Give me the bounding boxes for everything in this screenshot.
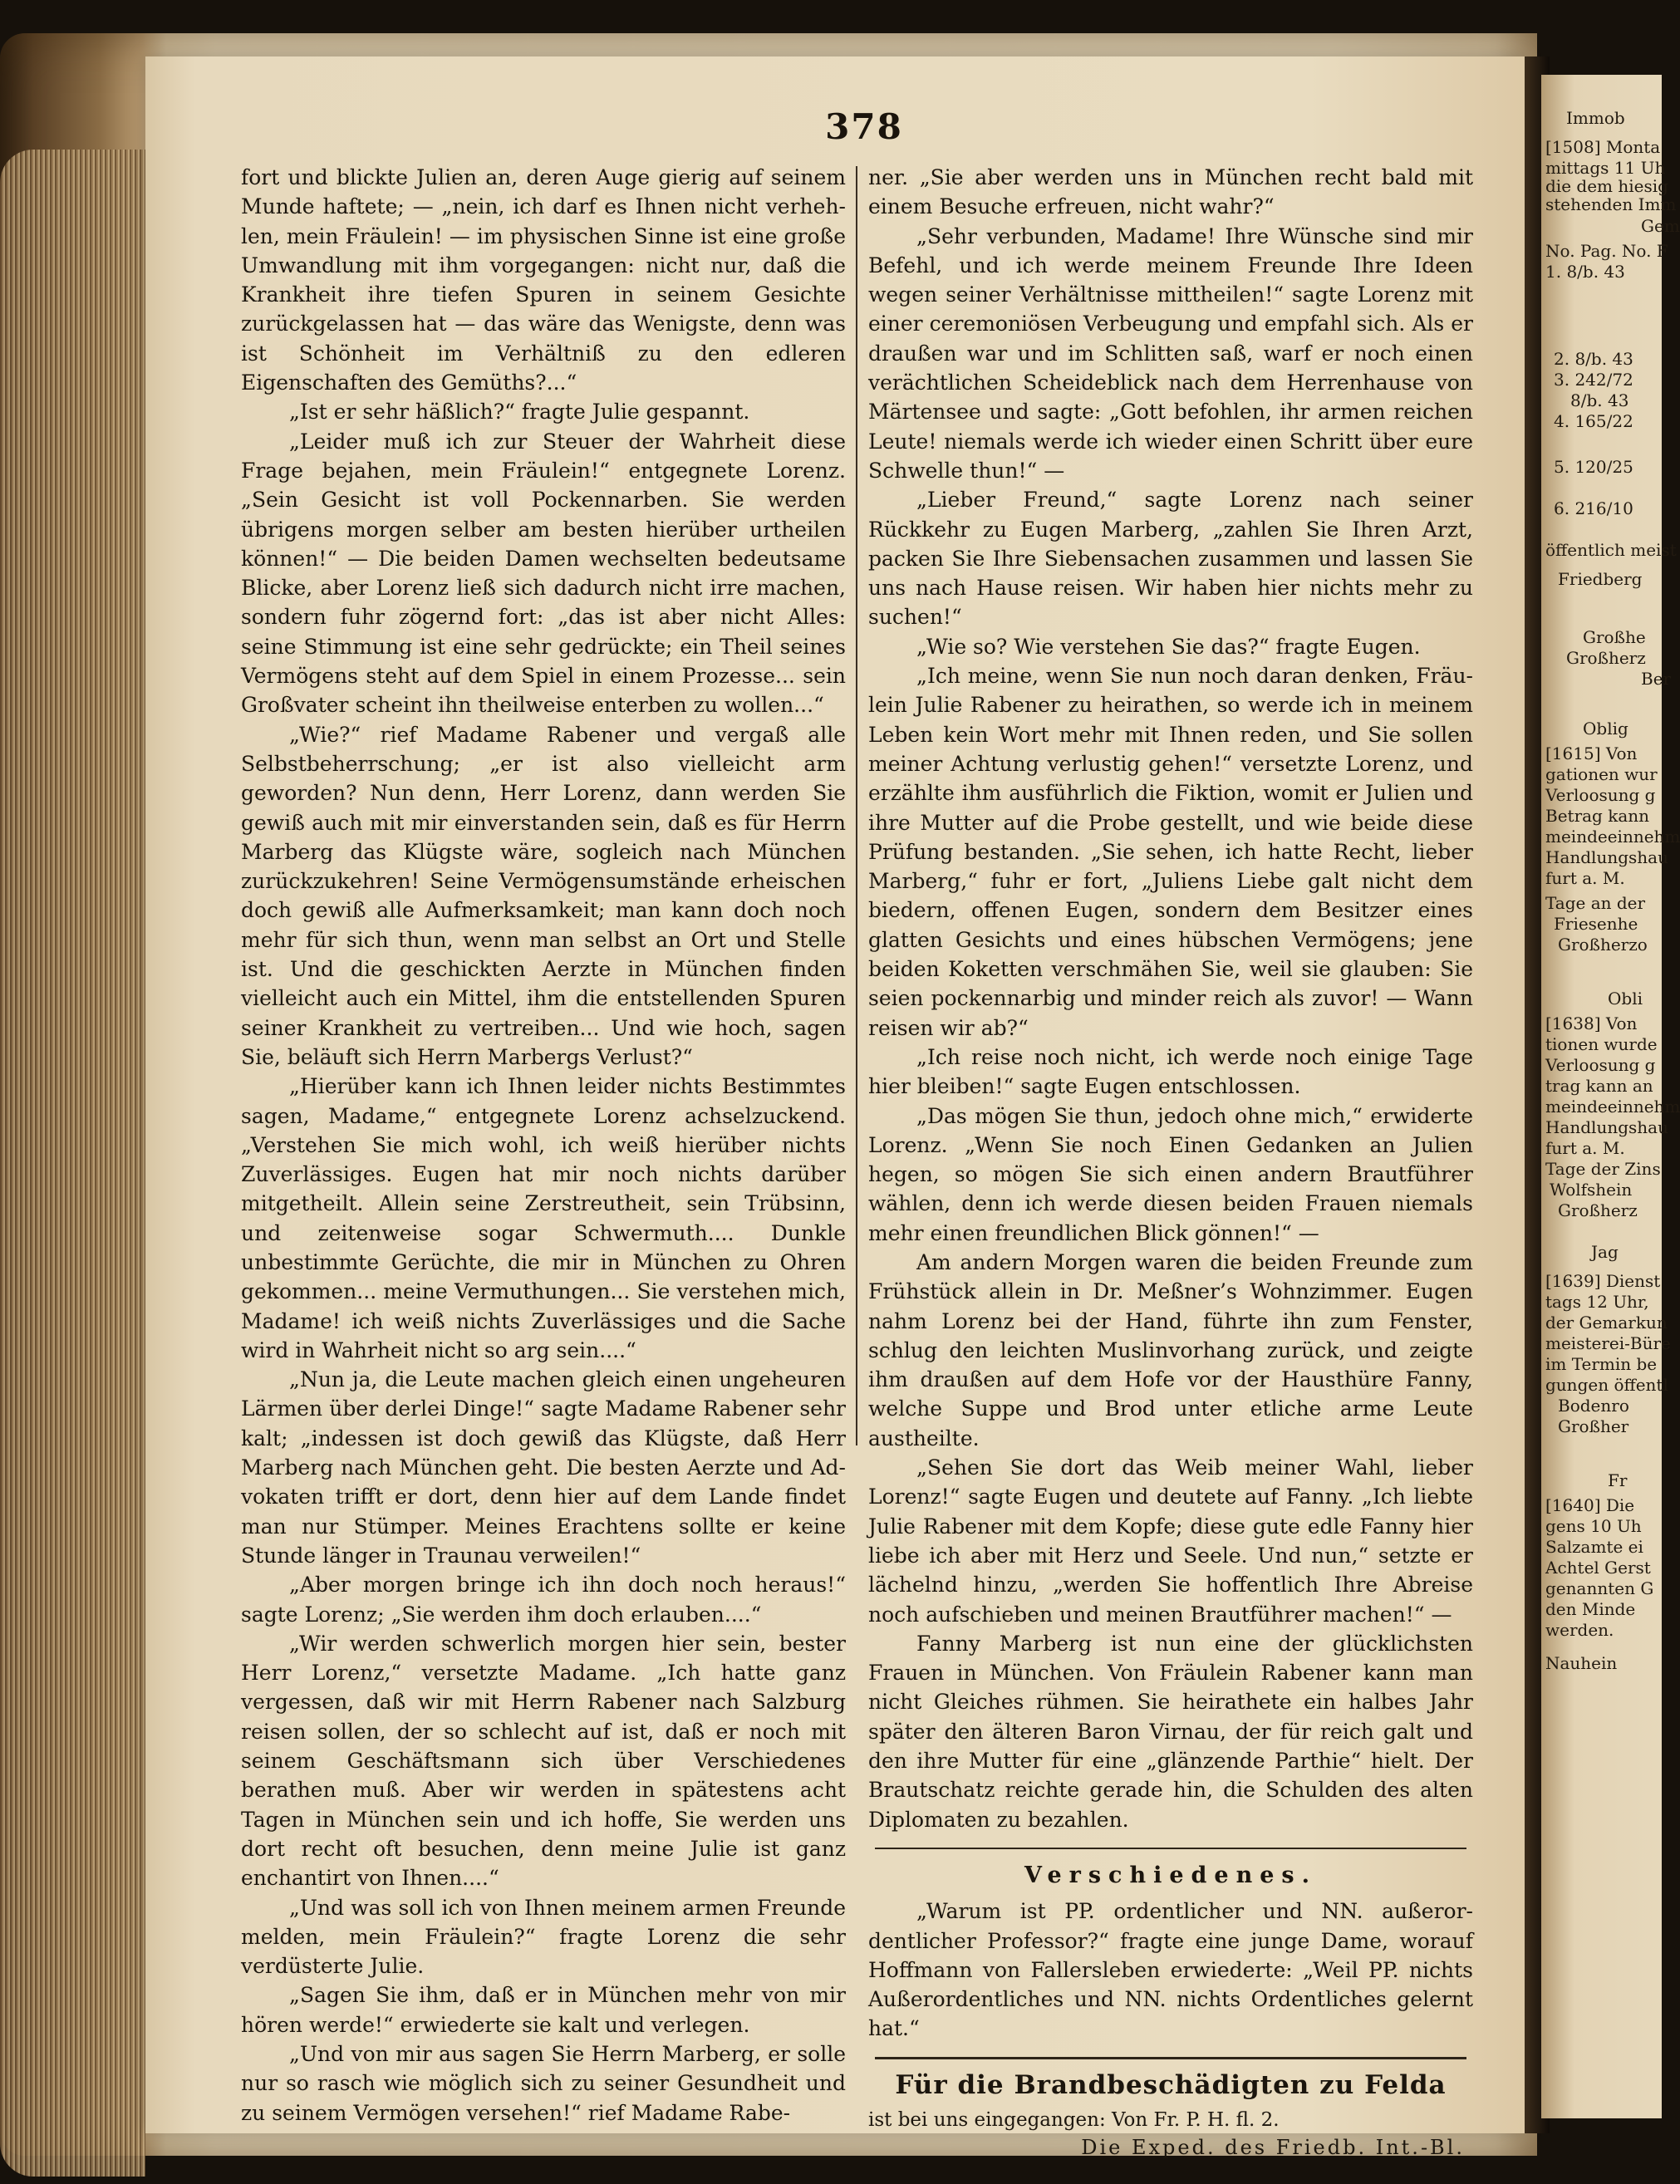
next-page-fragment: Tage der Zins bbox=[1545, 1159, 1661, 1179]
paragraph: fort und blickte Julien an, deren Auge gierig auf seinem Munde haftete; — „nein, ich darf es Ihnen nicht verhehlen, mein Fräulein! — im physischen Sinne ist eine große Umwandlung mit ihm vorgegangen: nicht nur, daß die Krankheit ihre tiefen Spuren in seinem Gesichte zurückgelassen hat — das wäre das Wenigste, denn was ist Schönheit im Verhältniß zu den edleren Eigenschaften des Gemüths?...“ bbox=[241, 165, 846, 395]
paragraph: „Lieber Freund,“ sagte Lorenz nach seiner Rückkehr zu Eugen Marberg, „zahlen Sie Ihren Arzt, packen Sie Ihre Siebensachen zusammen und lassen Sie uns nach Hause reisen. Wir haben hier nichts mehr zu suchen!“ bbox=[868, 488, 1473, 630]
next-page-fragment: mittags 11 Uh bbox=[1545, 158, 1666, 178]
paragraph: „Hierüber kann ich Ihnen leider nichts Bestimmtes sagen, Madame,“ entgegnete Lorenz achselzuckend. „Verstehen Sie mich wohl, ich weiß hierüber nichts Zuverlässiges. Eugen hat mir noch nichts darüber mitgetheilt. Allein seine Zerstreutheit, sein Trübsinn, und zeitenweise sogar Schwermuth.... Dunkle unbestimmte Gerüchte, die mir in München zu Ohren gekommen... meine Vermuthungen... Sie verstehen mich, Madame! ich weiß nichts Zuverlässiges und die Sache wird in Wahrheit nicht so arg sein....“ bbox=[241, 1074, 846, 1362]
paragraph: „Nun ja, die Leute machen gleich einen ungeheuren Lärmen über derlei Dinge!“ sagte Madame Rabener sehr kalt; „indessen ist doch gewiß das Klügste, daß Herr Marberg nach München geht. Die besten Aerzte und Advokaten trifft er dort, denn hier auf dem Lande findet man nur Stümper. Meines Erachtens sollte er keine Stunde länger in Traunau verweilen!“ bbox=[241, 1367, 846, 1568]
next-page-fragment: tionen wurde bbox=[1545, 1034, 1658, 1054]
paragraph: „Wir werden schwerlich morgen hier sein, bester Herr Lorenz,“ versetzte Madame. „Ich hatte ganz vergessen, daß wir mit Herrn Rabener nach Salzburg reisen sollen, der so schlecht auf ist, daß er noch mit seinem Geschäftsmann sich über Verschiedenes berathen muß. Aber wir werden in spätestens acht Tagen in München sein und ich hoffe, Sie werden uns dort recht oft besuchen, denn meine Julie ist ganz enchantirt von Ihnen....“ bbox=[241, 1631, 846, 1891]
notice-signature: Die Exped. des Friedb. Int.-Bl. bbox=[1081, 2136, 1465, 2159]
next-page-fragment: stehenden Imm bbox=[1545, 194, 1677, 214]
next-page-fragment: Großher bbox=[1558, 1416, 1629, 1436]
paragraph: „Ich reise noch nicht, ich werde noch einige Tage hier bleiben!“ sagte Eugen entschlossen. bbox=[868, 1044, 1473, 1099]
next-page-fragment: meisterei-Büre bbox=[1545, 1333, 1671, 1353]
misc-heading: Verschiedenes. bbox=[1024, 1862, 1318, 1888]
next-page-fragment: Friedberg bbox=[1558, 569, 1643, 589]
next-page-fragment: gens 10 Uh bbox=[1545, 1516, 1642, 1536]
next-page-fragment: [1638] Von bbox=[1545, 1013, 1638, 1033]
paragraph: „Und von mir aus sagen Sie Herrn Marberg, er solle nur so rasch wie möglich sich zu seiner Gesundheit und zu seinem Vermögen versehen!“ rief Madame Rabe- bbox=[241, 2042, 846, 2125]
next-page-fragment: Nauhein bbox=[1545, 1653, 1618, 1673]
next-page-fragment: 2. 8/b. 43 bbox=[1554, 349, 1633, 369]
paragraph: ner. „Sie aber werden uns in München recht bald mit einem Besuche erfreuen, nicht wahr?“ bbox=[868, 165, 1473, 219]
next-page-fragment: Bodenro bbox=[1558, 1396, 1629, 1416]
paragraph: Fanny Marberg ist nun eine der glücklichsten Frauen in München. Von Fräulein Rabener kann man nicht Gleiches rühmen. Sie heirathete ein halbes Jahr später den älteren Baron Virnau, der für reich galt und den ihre Mutter für eine „glänzende Parthie“ hielt. Der Brautschatz reichte gerade hin, die Schulden des alten Diplomaten zu bezahlen. bbox=[868, 1631, 1473, 1832]
next-page-fragment: [1640] Die bbox=[1545, 1495, 1635, 1515]
next-page-fragment: Fr bbox=[1608, 1470, 1628, 1490]
next-page-fragment: [1639] Dienst bbox=[1545, 1271, 1661, 1291]
paragraph: „Aber morgen bringe ich ihn doch noch heraus!“ sagte Lorenz; „Sie werden ihm doch erlauben....“ bbox=[241, 1573, 846, 1627]
next-page-fragment: Immob bbox=[1566, 108, 1625, 128]
paragraph: „Sagen Sie ihm, daß er in München mehr von mir hören werde!“ erwiederte sie kalt und verlegen. bbox=[241, 1983, 846, 2037]
next-page-fragment: Obli bbox=[1608, 989, 1643, 1009]
paragraph: „Sehen Sie dort das Weib meiner Wahl, lieber Lorenz!“ sagte Eugen und deutete auf Fanny. „Ich liebte Julie Rabener mit dem Kopfe; diese gute edle Fanny hier liebe ich aber mit Herz und Seele. Und nun,“ setzte er lächelnd hinzu, „werden Sie hoffentlich Ihre Abreise noch aufschieben und meinen Brautführer machen!“ — bbox=[868, 1455, 1473, 1627]
section-rule bbox=[875, 1848, 1466, 1849]
next-page-fragment: Achtel Gerst bbox=[1545, 1558, 1651, 1578]
next-page-fragment: [1615] Von bbox=[1545, 744, 1638, 763]
next-page-fragment: gungen öffentl bbox=[1545, 1375, 1668, 1395]
next-page-fragment: No. Pag. No. F bbox=[1545, 241, 1668, 261]
right-column bbox=[868, 163, 1473, 2162]
next-page-fragment: furt a. M. bbox=[1545, 1138, 1625, 1158]
paragraph: „Leider muß ich zur Steuer der Wahrheit diese Frage bejahen, mein Fräulein!“ entgegnete Lorenz. „Sein Gesicht ist voll Pockennarben. Sie werden übrigens morgen selber am besten hierüber urtheilen können!“ — Die beiden Damen wechselten bedeutsame Blicke, aber Lorenz ließ sich dadurch nicht irre machen, sondern fuhr zögernd fort: „das ist aber nicht Alles: seine Stimmung ist eine sehr gedrückte; ein Theil seines Vermögens steht auf dem Spiel in einem Prozesse... sein Großvater scheint ihn theilweise enterben zu wollen...“ bbox=[241, 429, 846, 718]
paragraph: „Das mögen Sie thun, jedoch ohne mich,“ erwiderte Lorenz. „Wenn Sie noch Einen Gedanken an Julien hegen, so mögen Sie sich einen andern Brautführer wählen, denn ich werde diesen beiden Frauen niemals mehr einen freundlichen Blick gönnen!“ — bbox=[868, 1103, 1473, 1245]
next-page-fragment: den Minde bbox=[1545, 1599, 1636, 1619]
next-page-fragment: Verloosung g bbox=[1545, 1055, 1656, 1075]
next-page-fragment: Großherz bbox=[1566, 648, 1646, 668]
next-page-fragment: tags 12 Uhr, bbox=[1545, 1292, 1649, 1312]
next-page-fragment: genannten G bbox=[1545, 1578, 1654, 1598]
page-edges bbox=[0, 150, 145, 2177]
next-page-fragment: [1508] Monta bbox=[1545, 137, 1661, 157]
column-divider bbox=[856, 166, 857, 1445]
next-page-fragment: Ber bbox=[1641, 669, 1672, 689]
next-page-fragment: Handlungshau bbox=[1545, 1117, 1668, 1137]
next-page-fragment: Betrag kann bbox=[1545, 806, 1650, 826]
paragraph: „Wie so? Wie verstehen Sie das?“ fragte Eugen. bbox=[916, 634, 1421, 659]
next-page-fragment: Friesenhe bbox=[1554, 914, 1638, 934]
next-page-fragment: furt a. M. bbox=[1545, 868, 1625, 888]
left-column bbox=[241, 163, 846, 2128]
next-page-fragment: meindeeinnehm bbox=[1545, 827, 1680, 847]
next-page-fragment: meindeeinnehm bbox=[1545, 1097, 1680, 1117]
next-page-fragment: Wolfshein bbox=[1550, 1180, 1633, 1200]
next-page-fragment: Oblig bbox=[1583, 719, 1628, 739]
next-page-fragment: 3. 242/72 bbox=[1554, 370, 1633, 390]
next-page-edge bbox=[1541, 75, 1680, 2118]
next-page-fragment: 8/b. 43 bbox=[1570, 390, 1629, 410]
next-page-fragment: Gem bbox=[1641, 216, 1680, 236]
paragraph: „Ich meine, wenn Sie nun noch daran denken, Fräulein Julie Rabener zu heirathen, so werde ich in meinem Leben kein Wort mehr mit Ihnen reden, und Sie sollen meiner Achtung verlustig gehen!“ versetzte Lorenz, und erzählte ihm ausführlich die Fiktion, womit er Julien und ihre Mutter auf die Probe gestellt, und wie beide diese Prüfung bestanden. „Sie sehen, ich hatte Recht, lieber Marberg,“ fuhr er fort, „Juliens Liebe galt nicht dem biedern, offenen Eugen, sondern dem Besitzer eines glatten Gesichts und eines hübschen Vermögens; jene beiden Koketten verschmähen Sie, weil sie glauben: Sie seien pockennarbig und minder reich als zuvor! — Wann reisen wir ab?“ bbox=[868, 664, 1473, 1040]
next-page-fragment: Tage an der bbox=[1545, 893, 1646, 913]
next-page-fragment: die dem hiesig bbox=[1545, 176, 1668, 196]
next-page-fragment: öffentlich meist bbox=[1545, 540, 1677, 560]
notice-line: ist bei uns eingegangen: Von Fr. P. H. fl. 2. bbox=[868, 2109, 1280, 2131]
next-page-fragment: Großhe bbox=[1583, 627, 1646, 647]
next-page-fragment: Verloosung g bbox=[1545, 785, 1656, 805]
next-page-fragment: werden. bbox=[1545, 1620, 1614, 1640]
next-page-fragment: Salzamte ei bbox=[1545, 1537, 1643, 1557]
next-page-fragment: Großherzo bbox=[1558, 935, 1648, 955]
paragraph: Am andern Morgen waren die beiden Freunde zum Frühstück allein in Dr. Meßner’s Wohnzimmer. Eugen nahm Lorenz bei der Hand, führte ihn zum Fenster, schlug den leichten Muslinvorhang zurück, und zeigte ihm draußen auf dem Hofe vor der Hausthüre Fanny, welche Suppe und Brod unter etliche arme Leute austheilte. bbox=[868, 1249, 1473, 1450]
section-rule bbox=[875, 2057, 1466, 2059]
next-page-fragment: 1. 8/b. 43 bbox=[1545, 262, 1625, 282]
next-page-fragment: 6. 216/10 bbox=[1554, 498, 1633, 518]
next-page-fragment: Jag bbox=[1591, 1242, 1619, 1262]
next-page-fragment: 4. 165/22 bbox=[1554, 411, 1633, 431]
next-page-fragment: gationen wur bbox=[1545, 764, 1658, 784]
misc-paragraph: „Warum ist PP. ordentlicher und NN. außerordentlicher Professor?“ fragte eine junge Dame, worauf Hoffmann von Fallersleben erwiederte: „Weil PP. nichts Außerordentliches und NN. nichts Ordentliches gelernt hat.“ bbox=[868, 1899, 1473, 2041]
next-page-fragment: der Gemarkun bbox=[1545, 1313, 1668, 1332]
next-page-fragment: Großherz bbox=[1558, 1200, 1638, 1220]
next-page-fragment: trag kann an bbox=[1545, 1076, 1653, 1096]
next-page-fragment: 5. 120/25 bbox=[1554, 457, 1633, 477]
notice-heading: Für die Brandbeschädigten zu Felda bbox=[895, 2069, 1447, 2100]
right-column-paragraphs bbox=[868, 163, 1473, 1834]
paragraph: „Sehr verbunden, Madame! Ihre Wünsche sind mir Befehl, und ich werde meinem Freunde Ihre Ideen wegen seiner Verhältnisse mittheilen!“ sagte Lorenz mit einer ceremoniösen Verbeugung und empfahl sich. Als er draußen war und im Schlitten saß, warf er noch einen verächtlichen Scheideblick nach dem Herrenhause von Märtensee und sagte: „Gott befohlen, ihr armen reichen Leute! niemals werde ich wieder einen Schritt über eure Schwelle thun!“ — bbox=[868, 223, 1473, 483]
next-page-fragment: im Termin be bbox=[1545, 1354, 1658, 1374]
paragraph: „Und was soll ich von Ihnen meinem armen Freunde melden, mein Fräulein?“ fragte Lorenz die sehr verdüsterte Julie. bbox=[241, 1895, 846, 1979]
page-number: 378 bbox=[825, 106, 903, 147]
paragraph: „Ist er sehr häßlich?“ fragte Julie gespannt. bbox=[289, 400, 750, 425]
paragraph: „Wie?“ rief Madame Rabener und vergaß alle Selbstbeherrschung; „er ist also vielleicht arm geworden? Nun denn, Herr Lorenz, dann werden Sie gewiß auch mit mir einverstanden sein, daß es für Herrn Marberg das Klügste wäre, sogleich nach München zurückzukehren! Seine Vermögensumstände erheischen doch gewiß alle Aufmerksamkeit; man kann doch noch mehr für sich thun, wenn man selbst an Ort und Stelle ist. Und die geschickten Aerzte in München finden vielleicht auch ein Mittel, ihm die entstellenden Spuren seiner Krankheit zu vertreiben... Und wie hoch, sagen Sie, beläuft sich Herrn Marbergs Verlust?“ bbox=[241, 722, 846, 1069]
next-page-fragment: Handlungshau bbox=[1545, 847, 1668, 867]
